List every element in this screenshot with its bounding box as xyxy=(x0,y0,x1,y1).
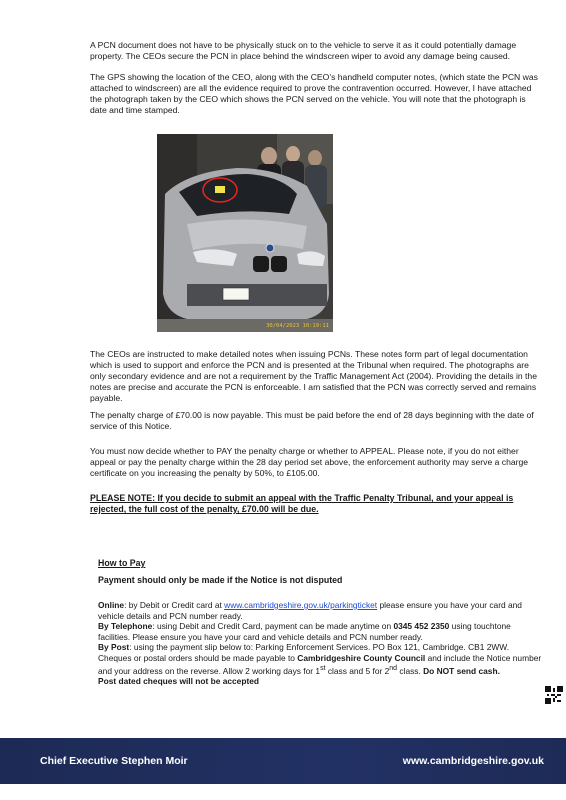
post-text-4: class. xyxy=(397,665,424,676)
evidence-photo xyxy=(157,134,333,332)
payment-post-dated xyxy=(98,676,543,687)
how-to-pay-heading: How to Pay xyxy=(98,558,146,568)
telephone-label: By Telephone xyxy=(98,621,153,632)
footer-chief-executive: Chief Executive Stephen Moir xyxy=(40,755,188,767)
post-sup-first: st xyxy=(320,664,326,672)
online-text-2: please ensure you have your card and vehicle details and PCN number ready. xyxy=(98,600,522,621)
post-text-3: class and 5 for 2 xyxy=(325,665,390,676)
qr-code-icon xyxy=(545,686,563,704)
footer-banner xyxy=(0,738,566,784)
post-payee: Cambridgeshire County Council xyxy=(297,652,426,663)
telephone-text-1: : using Debit and Credit Card, payment can be made anytime on xyxy=(152,621,394,632)
footer-website[interactable]: www.cambridgeshire.gov.uk xyxy=(402,755,544,767)
paragraph-pcn-attachment: A PCN document does not have to be physically stuck on to the vehicle to serve it as it could potentially damage property. The CEOs secure the PCN in place behind the windscreen wiper to avoid any damage being caused. xyxy=(90,40,517,61)
telephone-text-2: using touchtone facilities. Please ensure you have your card and vehicle details and PCN number ready. xyxy=(98,621,511,642)
paragraph-gps-evidence: The GPS showing the location of the CEO, along with the CEO’s handheld computer notes, (which state the PCN was attached to windscreen) are all the evidence required to prove the contravention occurred. However, I have attached the photograph taken by the CEO which shows the PCN served on the vehicle. You will note that the photograph is date and time stamped. xyxy=(90,72,538,115)
photo-timestamp: 30/04/2023 10:19:11 xyxy=(266,323,329,329)
online-text-1: : by Debit or Credit card at xyxy=(124,600,225,610)
post-text-2: and include the Notice number and your address on the reverse. Allow 2 working days for 1 xyxy=(98,652,542,676)
payment-post xyxy=(98,642,543,676)
paragraph-pay-or-appeal: You must now decide whether to PAY the penalty charge or whether to APPEAL. Please note, if you do not either appeal or pay the penalty charge within the 28 day period set above, the enforcement authority may serve a charge certificate on you increasing the penalty by 50%, to £105.00. xyxy=(90,446,529,478)
post-no-cash: Do NOT send cash. xyxy=(423,665,500,676)
payment-online xyxy=(98,600,543,621)
appeal-warning-notice: PLEASE NOTE: If you decide to submit an appeal with the Traffic Penalty Tribunal, and your appeal is rejected, the full cost of the penalty, £70.00 will be due. xyxy=(90,493,514,514)
car-photo-illustration xyxy=(157,134,333,332)
telephone-number: 0345 452 2350 xyxy=(393,621,450,632)
paragraph-penalty-charge: The penalty charge of £70.00 is now payable. This must be paid before the end of 28 days beginning with the date of service of this Notice. xyxy=(90,410,534,431)
post-sup-second: nd xyxy=(389,664,398,672)
payment-methods xyxy=(98,600,543,687)
post-dated-warning: Post dated cheques will not be accepted xyxy=(98,675,260,686)
payment-condition-note: Payment should only be made if the Notice is not disputed xyxy=(98,575,343,585)
parking-ticket-link[interactable]: www.cambridgeshire.gov.uk/parkingticket xyxy=(224,600,378,610)
post-label: By Post xyxy=(98,642,130,653)
payment-telephone xyxy=(98,621,543,642)
paragraph-ceo-notes: The CEOs are instructed to make detailed notes when issuing PCNs. These notes form part of legal documentation which is used to support and enforce the PCN and is presented at the Tribunal when required. The photographs are only secondary evidence and are not a requirement by the Traffic Management Act (2004). Providing the details in the notes are precise and accurate the PCN is enforceable. I am satisfied that the PCN was correctly served and remains payable. xyxy=(90,349,537,403)
online-label: Online xyxy=(98,600,125,610)
post-text-1: : using the payment slip below to: Parking Enforcement Services. PO Box 121, Cambridge. CB1 2WW. Cheques or postal orders should be made payable to xyxy=(98,642,510,663)
